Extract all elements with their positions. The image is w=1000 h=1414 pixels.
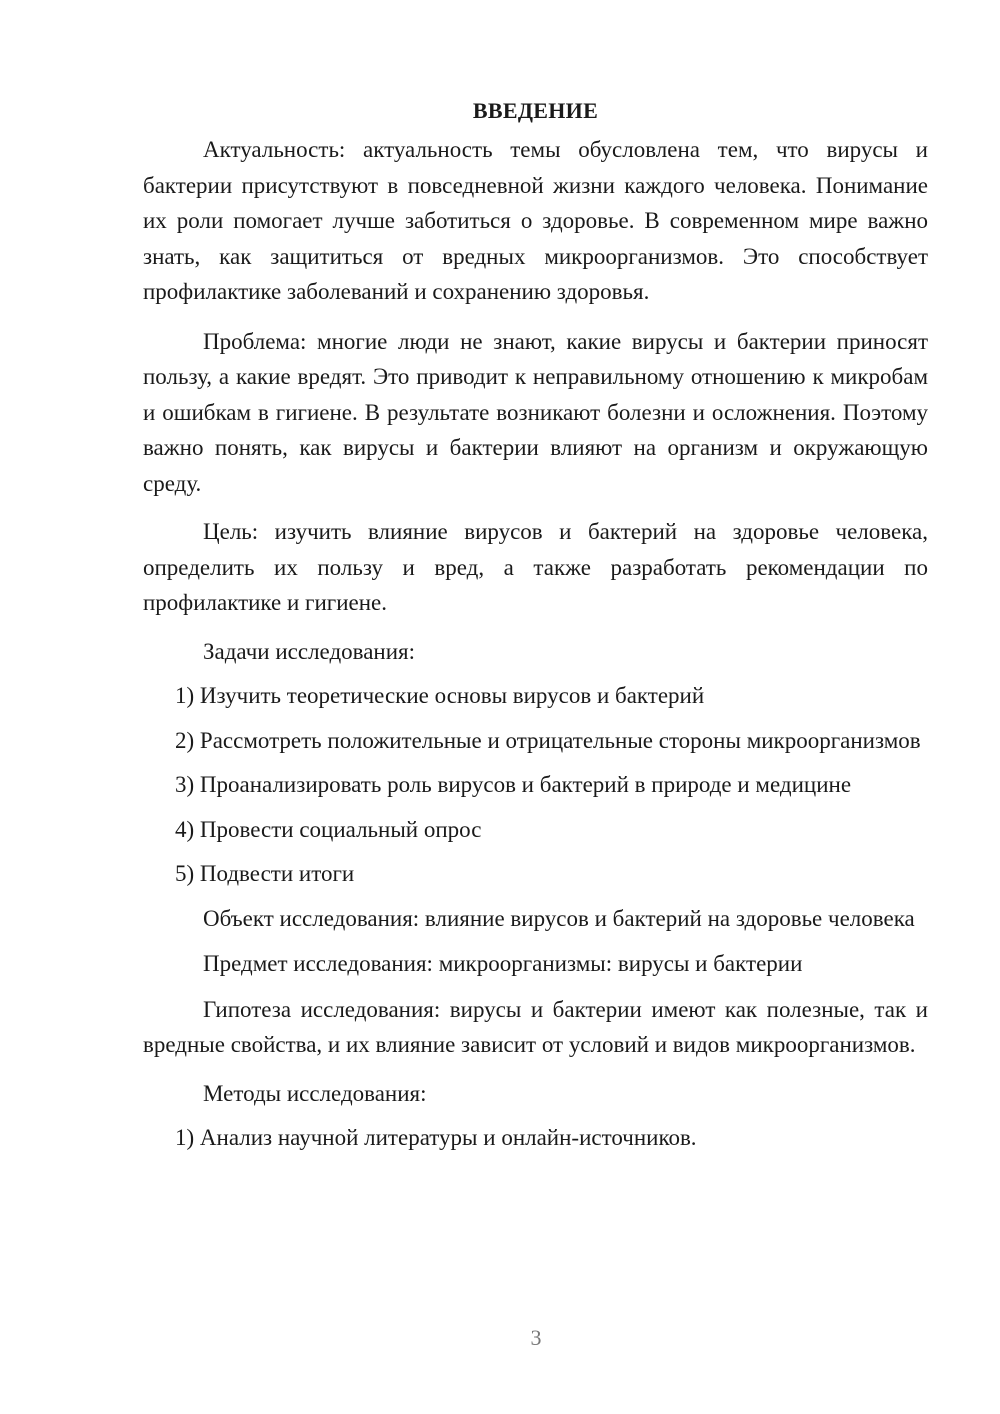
task-item: 4) Провести социальный опрос bbox=[175, 816, 482, 842]
task-item: 2) Рассмотреть положительные и отрицательные стороны микроорганизмов bbox=[175, 727, 921, 753]
subject-paragraph: Предмет исследования: микроорганизмы: вирусы и бактерии bbox=[203, 951, 803, 976]
method-item: 1) Анализ научной литературы и онлайн-источников. bbox=[175, 1125, 697, 1150]
task-item: 1) Изучить теоретические основы вирусов и бактерий bbox=[175, 683, 705, 708]
hypothesis-paragraph: Гипотеза исследования: вирусы и бактерии имеют как полезные, так и вредные свойства, и их влияние зависит от условий и видов микроорганизмов. bbox=[143, 996, 928, 1057]
object-paragraph: Объект исследования: влияние вирусов и бактерий на здоровье человека bbox=[203, 905, 915, 931]
relevance-paragraph: Актуальность: актуальность темы обусловлена тем, что вирусы и бактерии присутствуют в повседневной жизни каждого человека. Понимание их роли помогает лучше заботиться о здоровье. В современном мире важно знать, как защититься от вредных микроорганизмов. Это способствует профилактике заболеваний и сохранению здоровья. bbox=[143, 137, 928, 304]
tasks-heading: Задачи исследования: bbox=[203, 638, 416, 664]
goal-paragraph: Цель: изучить влияние вирусов и бактерий на здоровье человека, определить их пользу и вред, а также разработать рекомендации по профилактике и гигиене. bbox=[143, 519, 928, 615]
page-number: 3 bbox=[530, 1325, 542, 1350]
task-item: 3) Проанализировать роль вирусов и бактерий в природе и медицине bbox=[175, 772, 852, 797]
problem-paragraph: Проблема: многие люди не знают, какие вирусы и бактерии приносят пользу, а какие вредят. Это приводит к неправильному отношению к микробам и ошибкам в гигиене. В результате возникают болезни и осложнения. Поэтому важно понять, как вирусы и бактерии влияют на организм и окружающую среду. bbox=[143, 328, 928, 496]
methods-heading: Методы исследования: bbox=[203, 1080, 427, 1106]
task-item: 5) Подвести итоги bbox=[175, 861, 355, 886]
page-content bbox=[143, 94, 928, 1156]
section-title: ВВЕДЕНИЕ bbox=[472, 98, 599, 123]
